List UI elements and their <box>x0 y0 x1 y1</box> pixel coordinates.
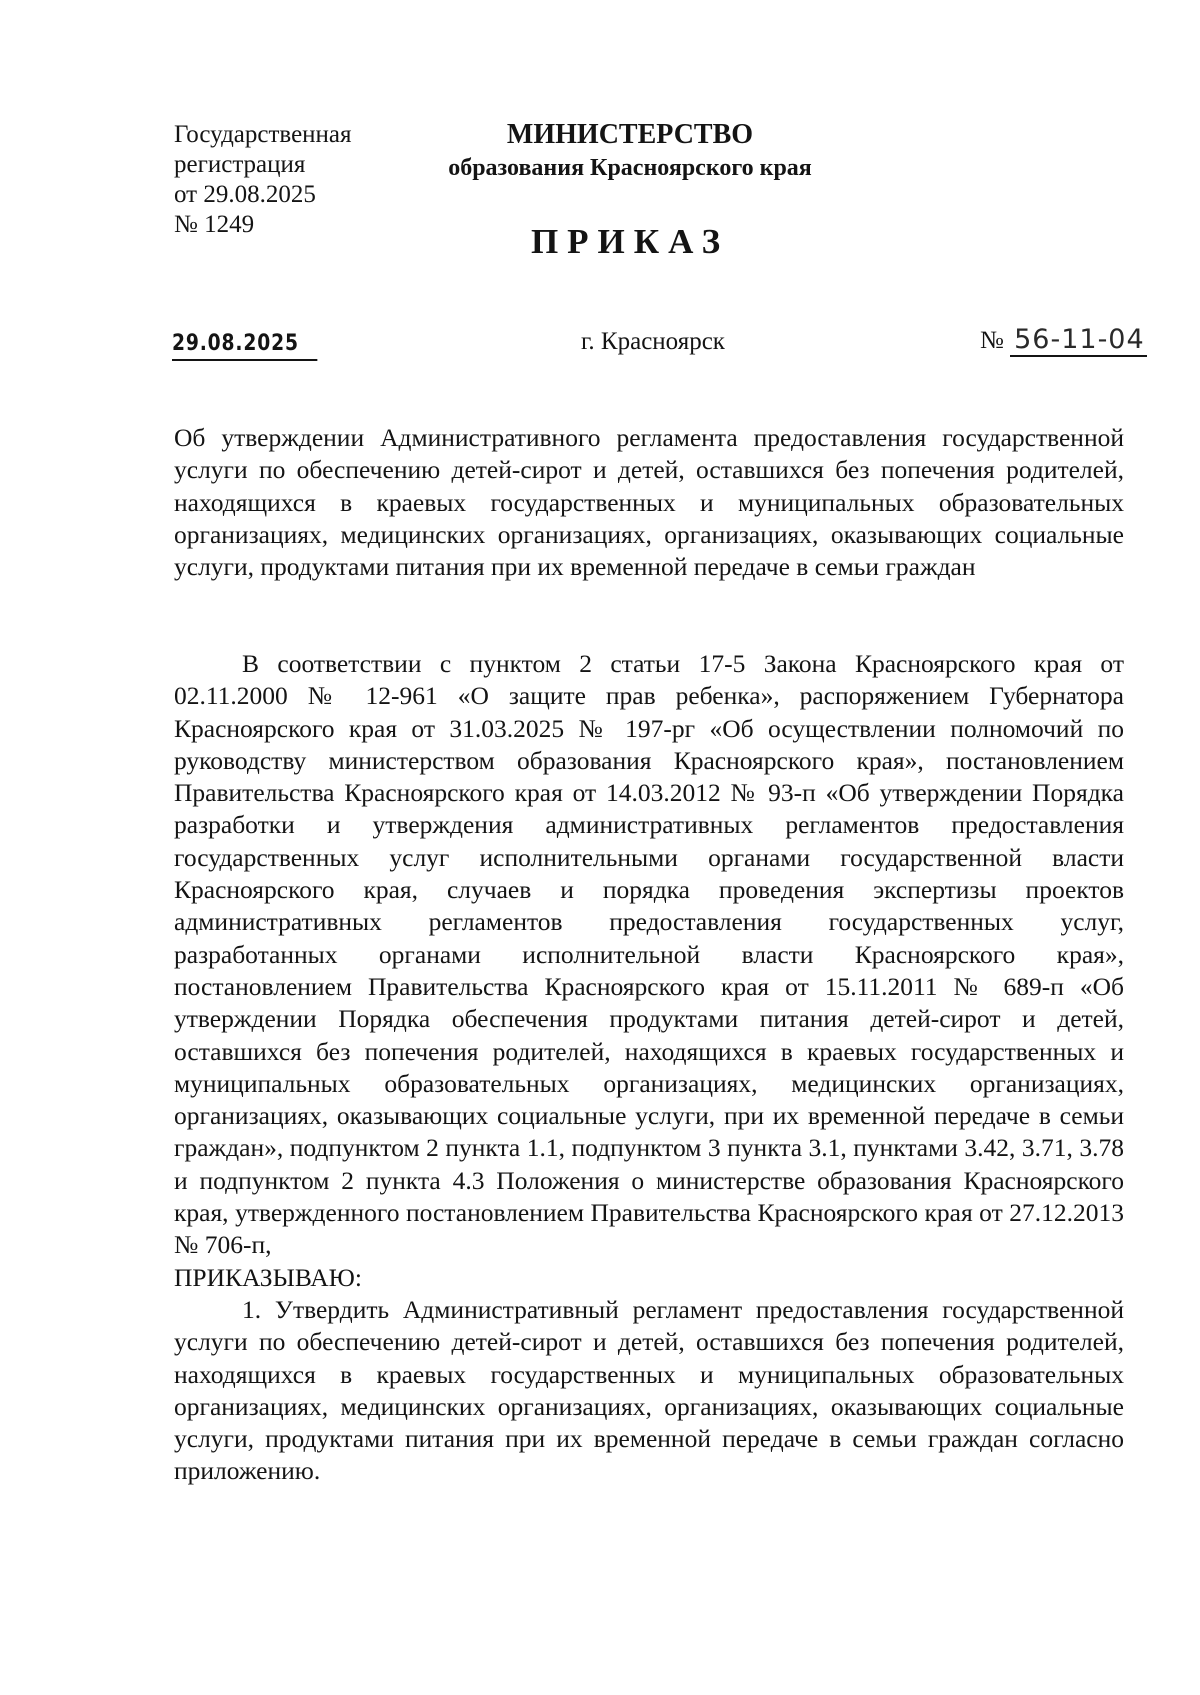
order-title: Об утверждении Административного регламента предоставления государственной услуги по обеспечению детей-сирот и детей, оставшихся без попечения родителей, находящихся в краевых государственных и муниципальных образовательных организациях, медицинских организациях, организациях, оказывающих социальные услуги, продуктами питания при их временной передаче в семьи граждан <box>174 423 1124 582</box>
registration-line: Государственная <box>174 121 352 148</box>
preamble-paragraph: В соответствии с пунктом 2 статьи 17-5 Закона Красноярского края от 02.11.2000 № 12-961 «О защите прав ребенка», распоряжением Губернатора Красноярского края от 31.03.2025 № 197-рг «Об осуществлении полномочий по руководству министерством образования Красноярского края», постановлением Правительства Красноярского края от 14.03.2012 № 93-п «Об утверждении Порядка разработки и утверждения административных регламентов предоставления государственных услуг исполнительными органами государственной власти Красноярского края, случаев и порядка проведения экспертизы проектов административных регламентов предоставления государственных услуг, разработанных органами исполнительной власти Красноярского края», постановлением Правительства Красноярского края от 15.11.2011 № 689-п «Об утверждении Порядка обеспечения продуктами питания детей-сирот и детей, оставшихся без попечения родителей, находящихся в краевых государственных и муниципальных образовательных организациях, медицинских организациях, организациях, оказывающих социальные услуги, при их временной передаче в семьи граждан», подпунктом 2 пункта 1.1, подпунктом 3 пункта 3.1, пунктами 3.42, 3.71, 3.78 и подпунктом 2 пункта 4.3 Положения о министерстве образования Красноярского края, утвержденного постановлением Правительства Красноярского края от 27.12.2013 № 706-п, <box>174 649 1124 1260</box>
registration-number: № 1249 <box>174 211 255 238</box>
registration-line: регистрация <box>174 151 306 178</box>
registration-block <box>174 120 352 240</box>
number-sign: № <box>980 327 1004 354</box>
order-city: г. Красноярск <box>581 328 725 355</box>
registration-date: от 29.08.2025 <box>174 181 316 208</box>
ministry-name: МИНИСТЕРСТВО <box>506 119 754 150</box>
order-number <box>980 324 1147 357</box>
document-header <box>400 118 860 262</box>
order-date-stamp: 29.08.2025 <box>172 331 318 361</box>
document-type: ПРИКАЗ <box>530 222 730 261</box>
ministry-subtitle: образования Красноярского края <box>448 155 812 181</box>
order-number-handwritten: 56-11-04 <box>1010 324 1147 357</box>
order-word: ПРИКАЗЫВАЮ: <box>174 1262 362 1292</box>
order-body <box>174 648 1124 1488</box>
order-item-1: 1. Утвердить Административный регламент предоставления государственной услуги по обеспечению детей-сирот и детей, оставшихся без попечения родителей, находящихся в краевых государственных и муниципальных образовательных организациях, медицинских организациях, организациях, оказывающих социальные услуги, продуктами питания при их временной передаче в семьи граждан согласно приложению. <box>174 1294 1124 1486</box>
